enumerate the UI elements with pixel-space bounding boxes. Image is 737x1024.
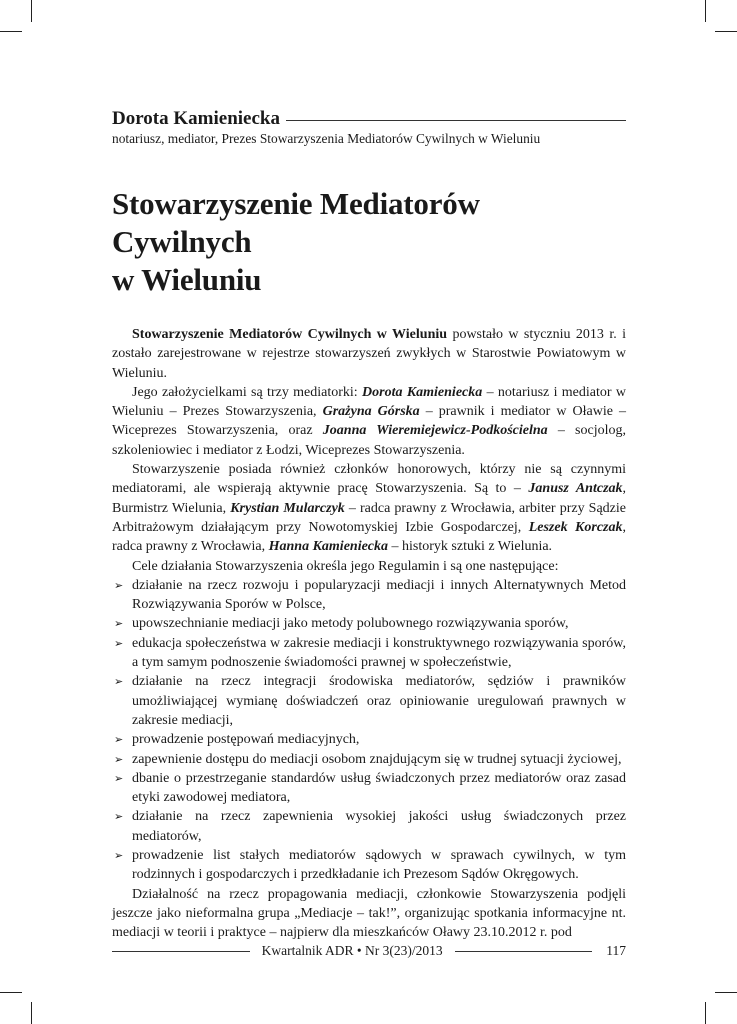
founder-name: Dorota Kamieniecka <box>362 384 483 400</box>
list-item: ➢ edukacja społeczeństwa w zakresie mediacji i konstruktywnego rozwiązywania sporów, a tym samym podnoszenie świadomości prawnej w społeczeństwie, <box>114 635 626 671</box>
crop-mark-top-right <box>705 0 706 22</box>
arrow-bullet-icon: ➢ <box>114 636 124 650</box>
list-item: ➢ prowadzenie list stałych mediatorów sądowych w sprawach cywilnych, w tym rodzinnych i gospodarczych i przedkładanie ich Prezesom Sądów Okręgowych. <box>114 848 626 883</box>
list-item: ➢ dbanie o przestrzeganie standardów usług świadczonych przez mediatorów oraz zasad etyki zawodowej mediatora, <box>114 770 626 806</box>
arrow-bullet-icon: ➢ <box>114 675 124 689</box>
crop-mark-bottom-right <box>705 1002 706 1024</box>
crop-mark-bottom-left-h <box>0 992 22 993</box>
article-body <box>112 325 626 943</box>
author-header <box>112 108 626 130</box>
arrow-bullet-icon: ➢ <box>114 810 124 824</box>
article-page <box>112 108 626 943</box>
honorary-member-name: Janusz Antczak <box>528 481 623 497</box>
list-item: ➢ prowadzenie postępowań mediacyjnych, <box>112 730 626 749</box>
honorary-member-name: Hanna Kamieniecka <box>268 539 389 555</box>
paragraph-activity: Działalność na rzecz propagowania mediacji, członkowie Stowarzyszenia podjęli jeszcze jako nieformalna grupa „Mediacje – tak!”, organizując spotkania informacyjne nt. mediacji w teorii i praktyce – najpierw dla mieszkańców Oławy 23.10.2012 r. pod <box>112 886 626 941</box>
article-title-line1: Stowarzyszenie Mediatorów Cywilnych <box>112 186 480 259</box>
founder-name: Grażyna Górska <box>322 404 420 420</box>
crop-mark-bottom-right-h <box>715 992 737 993</box>
founder-name: Joanna Wieremiejewicz-Podkościelna <box>322 423 548 439</box>
author-role: notariusz, mediator, Prezes Stowarzyszenia Mediatorów Cywilnych w Wieluniu <box>112 131 541 146</box>
arrow-bullet-icon: ➢ <box>114 617 124 631</box>
journal-name: Kwartalnik ADR • Nr 3(23)/2013 <box>261 943 443 958</box>
crop-mark-top-left <box>31 0 32 22</box>
goals-list <box>112 576 626 885</box>
arrow-bullet-icon: ➢ <box>114 733 124 747</box>
article-title-line2: w Wieluniu <box>112 262 262 297</box>
association-name: Stowarzyszenie Mediatorów Cywilnych w Wieluniu <box>132 327 448 342</box>
footer-rule-left <box>112 951 250 952</box>
arrow-bullet-icon: ➢ <box>114 578 124 592</box>
crop-mark-bottom-left <box>31 1002 32 1024</box>
honorary-member-name: Krystian Mularczyk <box>230 500 345 516</box>
arrow-bullet-icon: ➢ <box>114 771 124 785</box>
arrow-bullet-icon: ➢ <box>114 752 124 766</box>
honorary-member-name: Leszek Korczak <box>528 519 623 535</box>
page-footer <box>112 943 626 959</box>
crop-mark-top-left-h <box>0 31 22 32</box>
article-title <box>112 185 626 299</box>
footer-rule-right <box>455 951 593 952</box>
crop-mark-top-right-h <box>715 31 737 32</box>
page-number: 117 <box>606 943 627 958</box>
list-item: ➢ zapewnienie dostępu do mediacji osobom znajdującym się w trudnej sytuacji życiowej, <box>112 750 626 769</box>
arrow-bullet-icon: ➢ <box>114 849 124 863</box>
paragraph-founders: Jego założycielkami są trzy mediatorki: Dorota Kamieniecka – notariusz i mediator w Wieluniu – Prezes Stowarzyszenia, Grażyna Górska – prawnik i mediator w Oławie – Wiceprezes Stowarzyszenia, oraz Joanna Wieremiejewicz-Podkościelna – socjolog, szkoleniowiec i mediator z Łodzi, Wiceprezes Stowarzyszenia. <box>112 384 627 458</box>
list-item: ➢ działanie na rzecz rozwoju i popularyzacji mediacji i innych Alternatywnych Metod Rozwiązywania Sporów w Polsce, <box>114 577 626 613</box>
list-item: ➢ upowszechnianie mediacji jako metody polubownego rozwiązywania sporów, <box>112 614 626 633</box>
list-item: ➢ działanie na rzecz integracji środowiska mediatorów, sędziów i prawników umożliwiającej wymianę doświadczeń oraz opiniowanie uregulowań prawnych w zakresie mediacji, <box>114 674 626 728</box>
paragraph-goals-intro: Cele działania Stowarzyszenia określa jego Regulamin i są one następujące: <box>132 558 559 574</box>
author-rule <box>286 120 626 121</box>
list-item: ➢ działanie na rzecz zapewnienia wysokiej jakości usług świadczonych przez mediatorów, <box>114 809 626 844</box>
author-name: Dorota Kamieniecka <box>112 108 280 129</box>
paragraph-honorary: Stowarzyszenie posiada również członków honorowych, którzy nie są czynnymi mediatorami, ale wspierają aktywnie pracę Stowarzyszenia. Są to – Janusz Antczak, Burmistrz Wielunia, Krystian Mularczyk – radca prawny z Wrocławia, arbiter przy Sądzie Arbitrażowym działającym przy Nowotomyskiej Izbie Gospodarczej, Leszek Korczak, radca prawny z Wrocławia, Hanna Kamieniecka – historyk sztuki z Wielunia. <box>112 462 627 555</box>
paragraph-intro: Stowarzyszenie Mediatorów Cywilnych w Wieluniu powstało w styczniu 2013 r. i zostało zarejestrowane w rejestrze stowarzyszeń zwykłych w Starostwie Powiatowym w Wieluniu. <box>112 327 626 381</box>
